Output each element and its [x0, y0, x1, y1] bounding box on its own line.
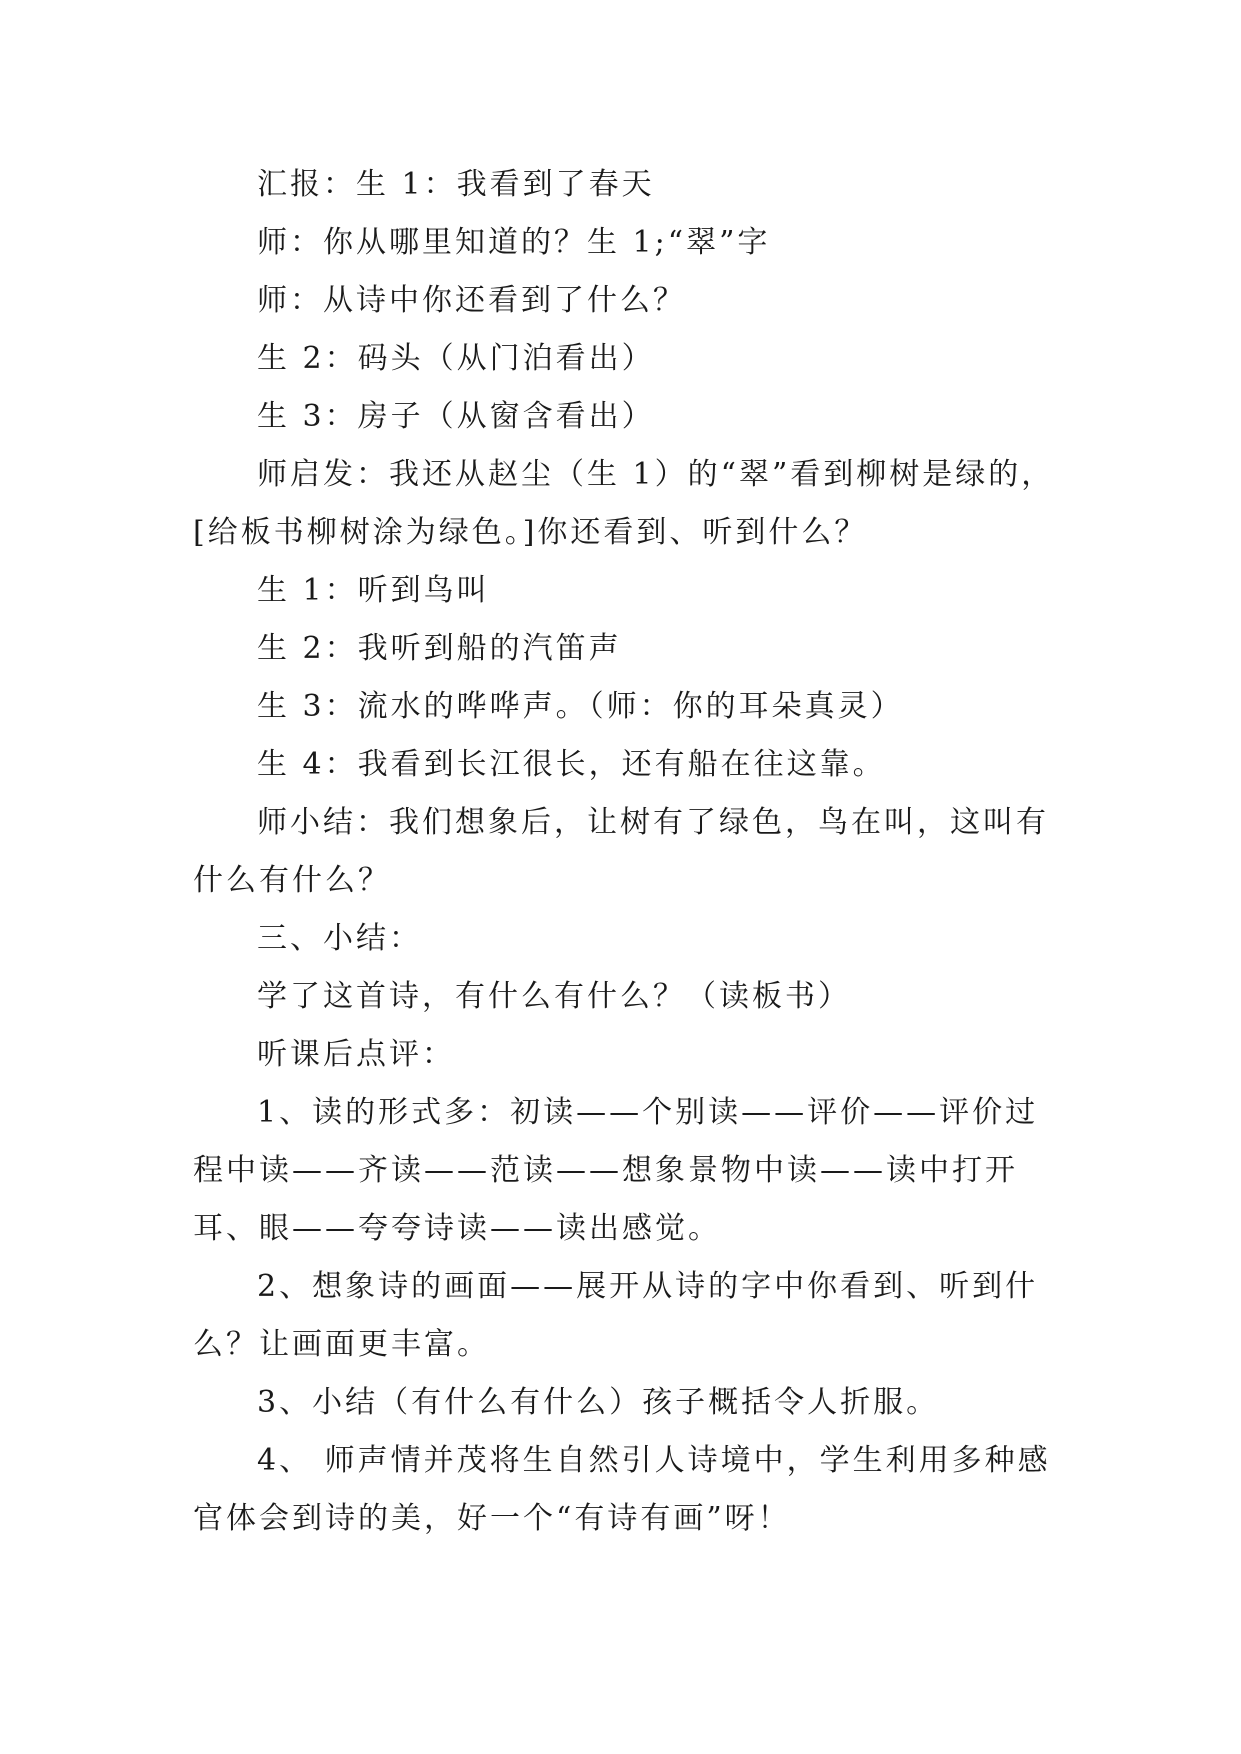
text-column — [193, 156, 1055, 1548]
section-heading: 听课后点评： — [257, 1037, 455, 1072]
paragraph: 生 1：听到鸟叫 — [257, 573, 490, 608]
paragraph: 生 4：我看到长江很长，还有船在往这靠。 — [257, 747, 886, 782]
paragraph: 生 3：流水的哗哗声。（师：你的耳朵真灵） — [257, 689, 904, 724]
list-item: 1、读的形式多：初读——个别读——评价——评价过程中读——齐读——范读——想象景物中读——读中打开耳、眼——夸夸诗读——读出感觉。 — [193, 1095, 1039, 1246]
paragraph: 学了这首诗，有什么有什么？（读板书） — [257, 979, 851, 1014]
section-heading: 三、小结： — [257, 921, 422, 956]
paragraph: 汇报：生 1：我看到了春天 — [257, 167, 655, 202]
paragraph: 师启发：我还从赵尘（生 1）的“翠”看到柳树是绿的，[给板书柳树涂为绿色。]你还看到、听到什么？ — [193, 457, 1055, 550]
paragraph: 师小结：我们想象后，让树有了绿色，鸟在叫，这叫有什么有什么？ — [193, 805, 1049, 898]
list-item: 2、想象诗的画面——展开从诗的字中你看到、听到什么？让画面更丰富。 — [193, 1269, 1039, 1362]
paragraph: 生 2：码头（从门泊看出） — [257, 341, 655, 376]
paragraph: 生 2：我听到船的汽笛声 — [257, 631, 622, 666]
list-item: 4、 师声情并茂将生自然引人诗境中，学生利用多种感官体会到诗的美，好一个“有诗有画”呀！ — [193, 1443, 1051, 1536]
paragraph: 师：你从哪里知道的？生 1;“翠”字 — [257, 225, 771, 260]
paragraph: 师：从诗中你还看到了什么？ — [257, 283, 686, 318]
paragraph: 生 3：房子（从窗含看出） — [257, 399, 655, 434]
list-item: 3、小结（有什么有什么）孩子概括令人折服。 — [257, 1385, 940, 1420]
